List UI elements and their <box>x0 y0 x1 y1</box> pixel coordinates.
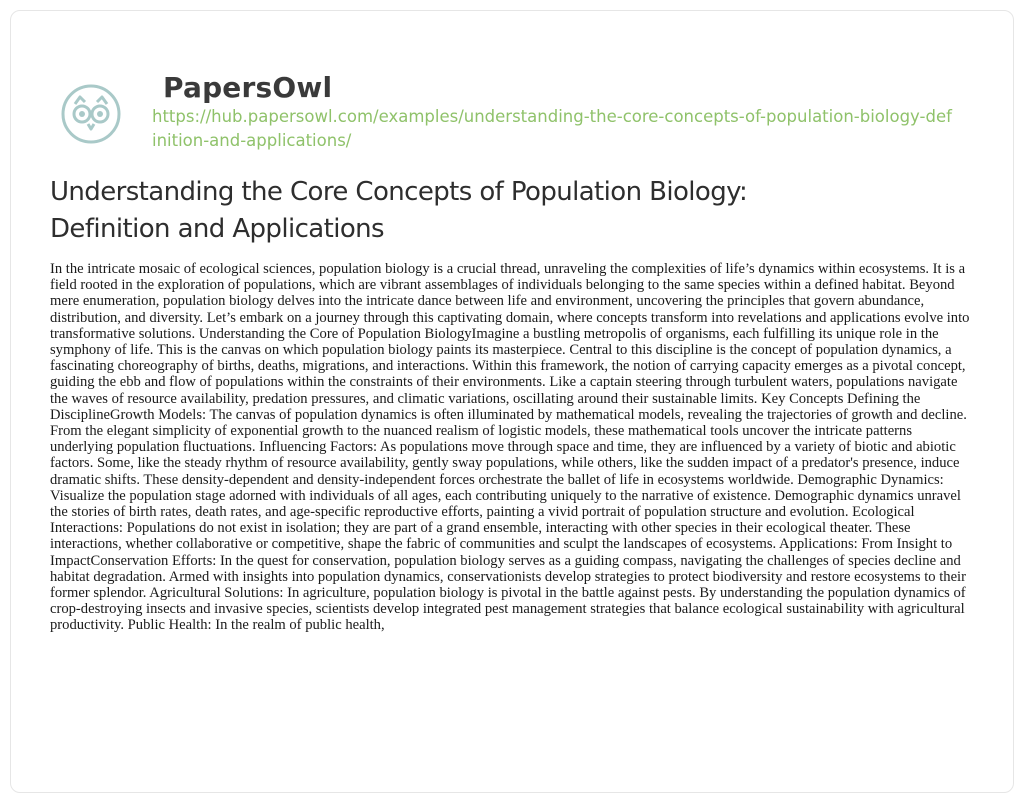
brand-name: PapersOwl <box>163 71 333 104</box>
document-title: Understanding the Core Concepts of Population Biology: Definition and Applications <box>50 177 748 244</box>
owl-logo-icon <box>61 84 121 144</box>
source-url-link[interactable]: https://hub.papersowl.com/examples/understanding-the-core-concepts-of-population-biology-definition-and-applications/ <box>152 107 952 150</box>
document-body: In the intricate mosaic of ecological sciences, population biology is a crucial thread, unraveling the complexities of life’s dynamics within ecosystems. It is a field rooted in the exploration of populations, which are vibrant assemblages of individuals belonging to the same species within a defined habitat. Beyond mere enumeration, population biology delves into the intricate dance between life and environment, uncovering the principles that govern abundance, distribution, and diversity. Let’s embark on a journey through this captivating domain, where concepts transform into revelations and applications evolve into transformative solutions. Understanding the Core of Population BiologyImagine a bustling metropolis of organisms, each fulfilling its unique role in the symphony of life. This is the canvas on which population biology paints its masterpiece. Central to this discipline is the concept of population dynamics, a fascinating choreography of births, deaths, migrations, and interactions. Within this framework, the notion of carrying capacity emerges as a pivotal concept, guiding the ebb and flow of populations within the constraints of their environments. Like a captain steering through turbulent waters, populations navigate the waves of resource availability, predation pressures, and climatic variations, oscillating around their sustainable limits. Key Concepts Defining the DisciplineGrowth Models: The canvas of population dynamics is often illuminated by mathematical models, revealing the trajectories of growth and decline. From the elegant simplicity of exponential growth to the nuanced realism of logistic models, these mathematical tools uncover the intricate patterns underlying population fluctuations. Influencing Factors: As populations move through space and time, they are influenced by a variety of biotic and abiotic factors. Some, like the steady rhythm of resource availability, gently sway populations, while others, like the sudden impact of a predator's presence, induce dramatic shifts. These density-dependent and density-independent forces orchestrate the ballet of life in ecosystems worldwide. Demographic Dynamics: Visualize the population stage adorned with individuals of all ages, each contributing uniquely to the narrative of existence. Demographic dynamics unravel the stories of birth rates, death rates, and age-specific reproductive efforts, painting a vivid portrait of population structure and evolution. Ecological Interactions: Populations do not exist in isolation; they are part of a grand ensemble, interacting with other species in their ecological theater. These interactions, whether collaborative or competitive, shape the fabric of communities and sculpt the landscapes of ecosystems. Applications: From Insight to ImpactConservation Efforts: In the quest for conservation, population biology serves as a guiding compass, navigating the challenges of species decline and habitat degradation. Armed with insights into population dynamics, conservationists develop strategies to protect biodiversity and restore ecosystems to their former splendor. Agricultural Solutions: In agriculture, population biology is pivotal in the battle against pests. By understanding the population dynamics of crop-destroying insects and invasive species, scientists develop integrated pest management strategies that balance ecological sustainability with agricultural productivity. Public Health: In the realm of public health, <box>50 261 970 634</box>
